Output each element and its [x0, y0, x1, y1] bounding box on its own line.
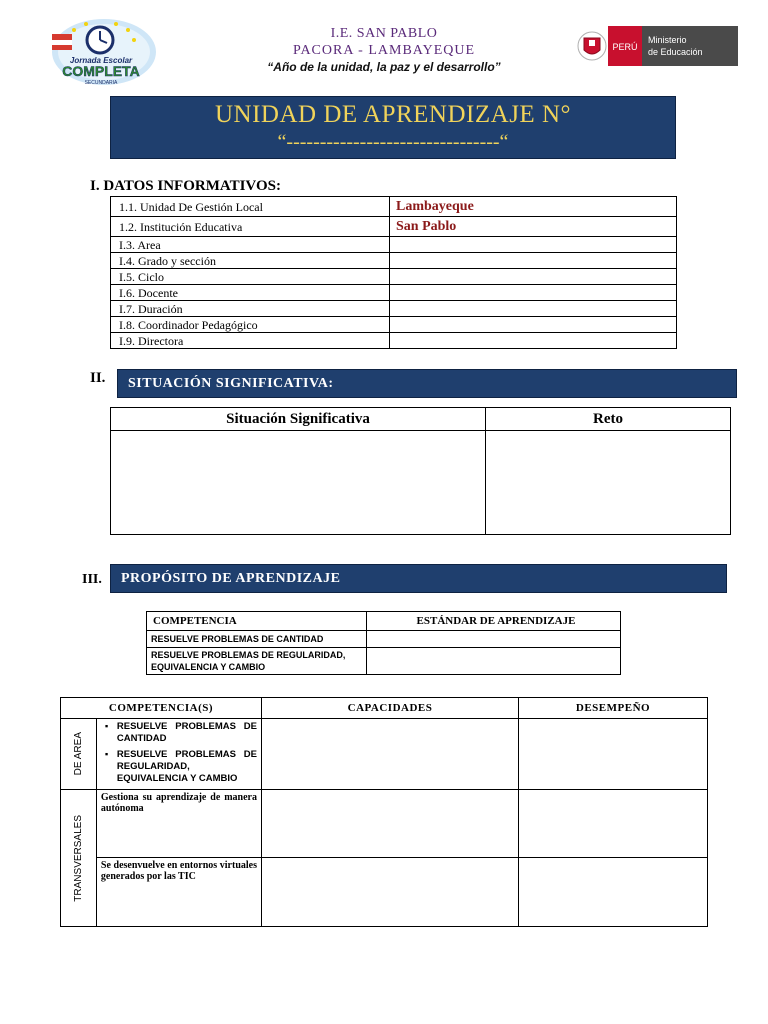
info-value[interactable] — [390, 269, 677, 285]
logo-line3: SECUNDARIA — [84, 80, 118, 86]
info-label: I.9. Directora — [111, 333, 390, 349]
logo-line1: Jornada Escolar — [69, 56, 133, 65]
info-label: 1.2. Institución Educativa — [111, 217, 390, 237]
table-row — [147, 631, 621, 648]
section-situacion-heading-bar — [117, 369, 737, 398]
year-motto: “Año de la unidad, la paz y el desarrollo” — [267, 60, 501, 74]
info-value[interactable] — [390, 317, 677, 333]
info-value[interactable] — [390, 253, 677, 269]
capacidades-cell[interactable] — [262, 858, 519, 927]
section-proposito-heading: PROPÓSITO DE APRENDIZAJE — [121, 571, 341, 586]
table-row — [111, 301, 677, 317]
situacion-column-header: Situación Significativa — [111, 408, 486, 431]
table-row — [111, 237, 677, 253]
table-row — [111, 285, 677, 301]
info-value[interactable]: San Pablo — [390, 217, 677, 237]
ministry-line1: Ministerio — [648, 35, 687, 45]
page-title: UNIDAD DE APRENDIZAJE N° — [214, 101, 571, 128]
competencia-cell: RESUELVE PROBLEMAS DE REGULARIDAD, EQUIVALENCIA Y CAMBIO — [147, 648, 367, 675]
info-label: I.6. Docente — [111, 285, 390, 301]
competencia-column-header: COMPETENCIA — [147, 612, 367, 631]
table-row — [111, 333, 677, 349]
situacion-cell[interactable] — [111, 431, 486, 535]
desempeno-cell[interactable] — [519, 790, 708, 858]
info-value[interactable]: Lambayeque — [390, 197, 677, 217]
info-value[interactable] — [390, 301, 677, 317]
area-competencia-item: ▪ RESUELVE PROBLEMAS DE CANTIDAD — [105, 721, 257, 745]
desempeno-cell[interactable] — [519, 858, 708, 927]
transversal-competencia-item: Gestiona su aprendizaje de manera autónoma — [100, 792, 257, 814]
minedu-logo — [576, 26, 738, 66]
title-box — [110, 96, 676, 159]
info-label: I.8. Coordinador Pedagógico — [111, 317, 390, 333]
section-2-number: II. — [90, 370, 106, 386]
logo-line2: COMPLETA — [62, 63, 140, 79]
transversal-competencia-item: Se desenvuelve en entornos virtuales generados por las TIC — [100, 860, 257, 882]
info-table — [110, 196, 677, 349]
table-header-row — [147, 612, 621, 631]
section-proposito-heading-bar — [110, 564, 727, 593]
capacidades-column-header: CAPACIDADES — [262, 698, 519, 719]
desempeno-cell[interactable] — [519, 719, 708, 790]
table-row — [111, 253, 677, 269]
reto-cell[interactable] — [486, 431, 731, 535]
section-3-number: III. — [82, 572, 102, 587]
table-header-row — [61, 698, 708, 719]
area-competencias-cell — [96, 719, 261, 790]
capacidades-cell[interactable] — [262, 719, 519, 790]
table-row — [61, 858, 708, 927]
table-row — [61, 790, 708, 858]
table-row — [147, 648, 621, 675]
info-label: 1.1. Unidad De Gestión Local — [111, 197, 390, 217]
table-header-row — [111, 408, 731, 431]
estandar-cell[interactable] — [367, 648, 621, 675]
competencias-column-header: COMPETENCIA(S) — [61, 698, 262, 719]
info-value[interactable] — [390, 237, 677, 253]
info-label: I.4. Grado y sección — [111, 253, 390, 269]
info-value[interactable] — [390, 285, 677, 301]
transversal-group-label: TRANSVERSALES — [72, 814, 84, 902]
section-datos-informativos-heading: I. DATOS INFORMATIVOS: — [90, 178, 281, 194]
table-row — [111, 197, 677, 217]
competencia-estandar-table — [146, 611, 621, 675]
transversal-group-cell — [61, 790, 97, 927]
estandar-column-header: ESTÁNDAR DE APRENDIZAJE — [367, 612, 621, 631]
table-row — [61, 719, 708, 790]
peru-label: PERÚ — [612, 42, 638, 52]
situacion-table — [110, 407, 731, 535]
estandar-cell[interactable] — [367, 631, 621, 648]
info-label: I.3. Area — [111, 237, 390, 253]
table-row — [111, 269, 677, 285]
reto-column-header: Reto — [486, 408, 731, 431]
desempeno-column-header: DESEMPEÑO — [519, 698, 708, 719]
info-label: I.7. Duración — [111, 301, 390, 317]
section-situacion-heading: SITUACIÓN SIGNIFICATIVA: — [128, 376, 334, 391]
info-label: I.5. Ciclo — [111, 269, 390, 285]
table-row — [111, 317, 677, 333]
table-row — [111, 217, 677, 237]
area-group-label: DE AREA — [72, 732, 84, 776]
competencias-capacidades-table — [60, 697, 708, 927]
ministry-line2: de Educación — [648, 47, 703, 57]
competencia-cell: RESUELVE PROBLEMAS DE CANTIDAD — [147, 631, 367, 648]
table-row — [111, 431, 731, 535]
transversal-competencia-cell — [96, 790, 261, 858]
unit-name-placeholder: “--------------------------------“ — [277, 131, 509, 153]
info-value[interactable] — [390, 333, 677, 349]
area-group-cell — [61, 719, 97, 790]
transversal-competencia-cell — [96, 858, 261, 927]
school-name: I.E. SAN PABLO — [330, 26, 438, 41]
area-competencia-item: ▪ RESUELVE PROBLEMAS DE REGULARIDAD, EQUIVALENCIA Y CAMBIO — [105, 749, 257, 785]
capacidades-cell[interactable] — [262, 790, 519, 858]
school-location: PACORA - LAMBAYEQUE — [292, 43, 476, 58]
